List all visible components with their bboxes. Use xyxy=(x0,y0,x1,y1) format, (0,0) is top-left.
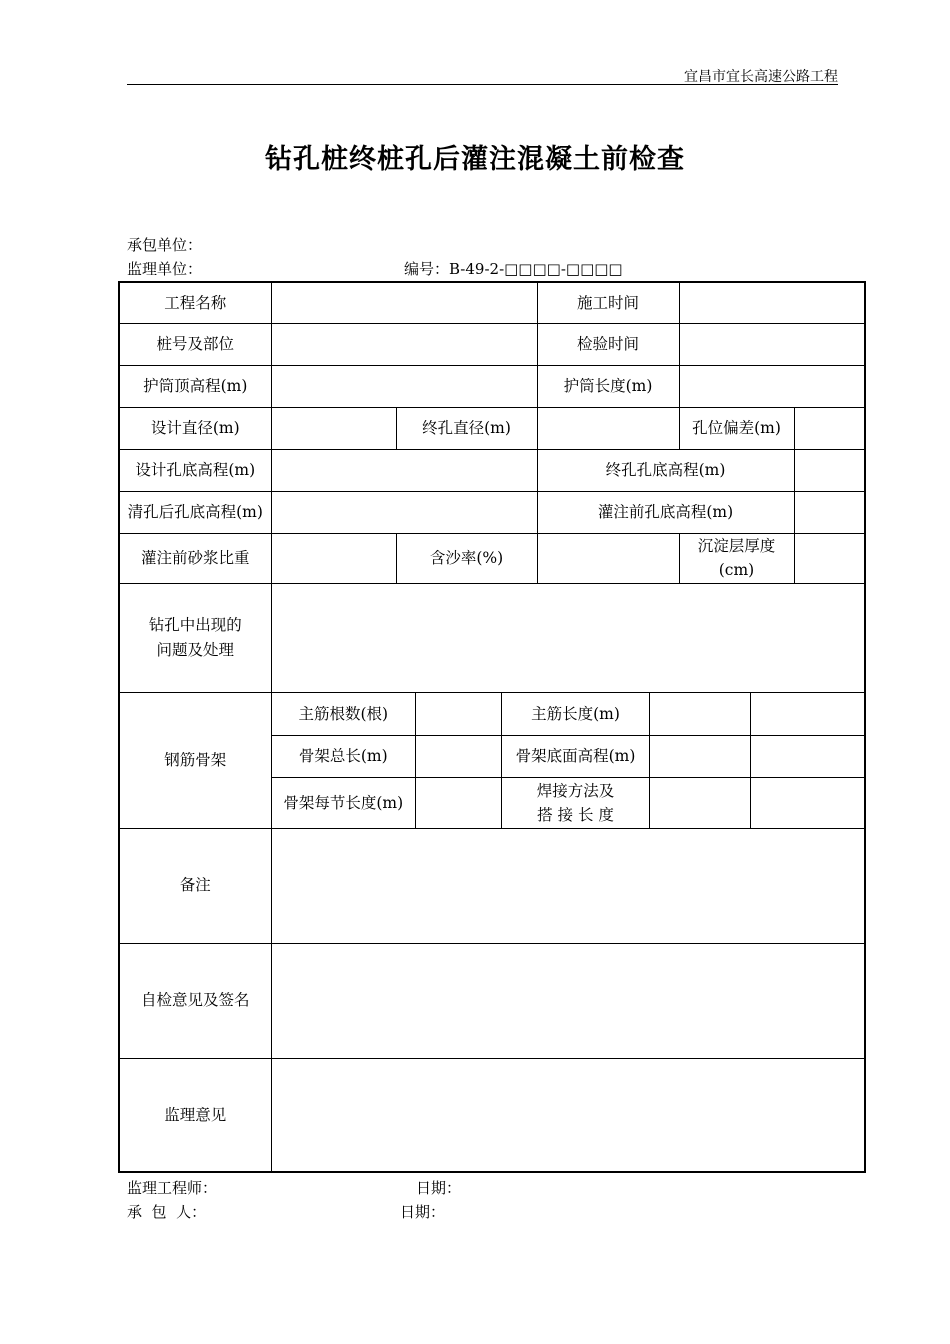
field-casing-length[interactable] xyxy=(679,365,865,407)
field-weld-extra[interactable] xyxy=(751,778,866,828)
field-cage-bottom-extra[interactable] xyxy=(751,736,866,778)
field-casing-top-elev[interactable] xyxy=(271,365,537,407)
label-sand-content: 含沙率(%) xyxy=(396,533,537,583)
inspection-form-table xyxy=(118,281,866,1173)
sediment-label-line2: (cm) xyxy=(718,561,755,579)
field-main-bar-extra[interactable] xyxy=(751,693,866,736)
field-main-bar-length[interactable] xyxy=(650,693,751,736)
label-supervision-opinion: 监理意见 xyxy=(119,1058,271,1172)
problems-label-line2: 问题及处理 xyxy=(156,640,234,659)
label-final-diameter: 终孔直径(m) xyxy=(396,407,537,449)
field-main-bar-count[interactable] xyxy=(416,693,502,736)
label-casing-length: 护筒长度(m) xyxy=(537,365,679,407)
field-remarks[interactable] xyxy=(271,828,865,943)
field-sediment-thickness[interactable] xyxy=(794,533,865,583)
label-sediment-thickness xyxy=(679,533,794,583)
field-cleaned-bottom-elev[interactable] xyxy=(271,491,537,533)
field-supervision-opinion[interactable] xyxy=(271,1058,865,1172)
form-number: 编号：B-49-2-□□□□-□□□□ xyxy=(404,260,623,278)
rebar-cage-table xyxy=(272,693,866,828)
label-inspection-time: 检验时间 xyxy=(537,323,679,365)
field-pile-location[interactable] xyxy=(271,323,537,365)
label-cage-bottom-elev: 骨架底面高程(m) xyxy=(502,736,650,778)
field-final-diameter[interactable] xyxy=(537,407,679,449)
weld-label-line2: 搭 接 长 度 xyxy=(537,805,614,824)
label-weld-method xyxy=(502,778,650,828)
footer-date-label-2: 日期： xyxy=(400,1203,446,1221)
field-construction-time[interactable] xyxy=(679,282,865,323)
contractor-label: 承包单位： xyxy=(127,236,203,254)
label-final-bottom-elev: 终孔孔底高程(m) xyxy=(537,449,794,491)
field-final-bottom-elev[interactable] xyxy=(794,449,865,491)
label-slurry-density: 灌注前砂浆比重 xyxy=(119,533,271,583)
field-weld-method[interactable] xyxy=(650,778,751,828)
sediment-label-line1: 沉淀层厚度 xyxy=(697,536,776,555)
label-drilling-problems xyxy=(119,583,271,692)
page-title: 钻孔桩终桩孔后灌注混凝土前检查 xyxy=(265,144,685,175)
label-self-check: 自检意见及签名 xyxy=(119,943,271,1058)
label-cage-section-length: 骨架每节长度(m) xyxy=(272,778,416,828)
field-sand-content[interactable] xyxy=(537,533,679,583)
label-construction-time: 施工时间 xyxy=(537,282,679,323)
header-project-name: 宜昌市宜长高速公路工程 xyxy=(684,69,838,85)
problems-label-line1: 钻孔中出现的 xyxy=(148,616,242,635)
label-casing-top-elev: 护筒顶高程(m) xyxy=(119,365,271,407)
label-main-bar-length: 主筋长度(m) xyxy=(502,693,650,736)
field-cage-section-length[interactable] xyxy=(416,778,502,828)
field-drilling-problems[interactable] xyxy=(271,583,865,692)
field-pre-pour-bottom-elev[interactable] xyxy=(794,491,865,533)
field-cage-bottom-elev[interactable] xyxy=(650,736,751,778)
label-pre-pour-bottom-elev: 灌注前孔底高程(m) xyxy=(537,491,794,533)
field-hole-deviation[interactable] xyxy=(794,407,865,449)
field-slurry-density[interactable] xyxy=(271,533,396,583)
footer-engineer-label: 监理工程师： xyxy=(127,1179,218,1197)
field-self-check[interactable] xyxy=(271,943,865,1058)
footer-date-label-1: 日期： xyxy=(416,1179,462,1197)
weld-label-line1: 焊接方法及 xyxy=(536,781,615,800)
rebar-cage-section xyxy=(271,692,865,828)
field-design-bottom-elev[interactable] xyxy=(271,449,537,491)
label-design-diameter: 设计直径(m) xyxy=(119,407,271,449)
label-hole-deviation: 孔位偏差(m) xyxy=(679,407,794,449)
label-pile-location: 桩号及部位 xyxy=(119,323,271,365)
supervisor-label: 监理单位： xyxy=(127,260,203,278)
header-divider xyxy=(127,84,838,85)
label-main-bar-count: 主筋根数(根) xyxy=(272,693,416,736)
field-project-name[interactable] xyxy=(271,282,537,323)
label-project-name: 工程名称 xyxy=(119,282,271,323)
field-cage-total-length[interactable] xyxy=(416,736,502,778)
label-design-bottom-elev: 设计孔底高程(m) xyxy=(119,449,271,491)
label-rebar-cage: 钢筋骨架 xyxy=(119,692,271,828)
label-remarks: 备注 xyxy=(119,828,271,943)
footer-contractor-label: 承 包 人： xyxy=(127,1203,207,1221)
label-cage-total-length: 骨架总长(m) xyxy=(272,736,416,778)
label-cleaned-bottom-elev: 清孔后孔底高程(m) xyxy=(119,491,271,533)
field-inspection-time[interactable] xyxy=(679,323,865,365)
field-design-diameter[interactable] xyxy=(271,407,396,449)
